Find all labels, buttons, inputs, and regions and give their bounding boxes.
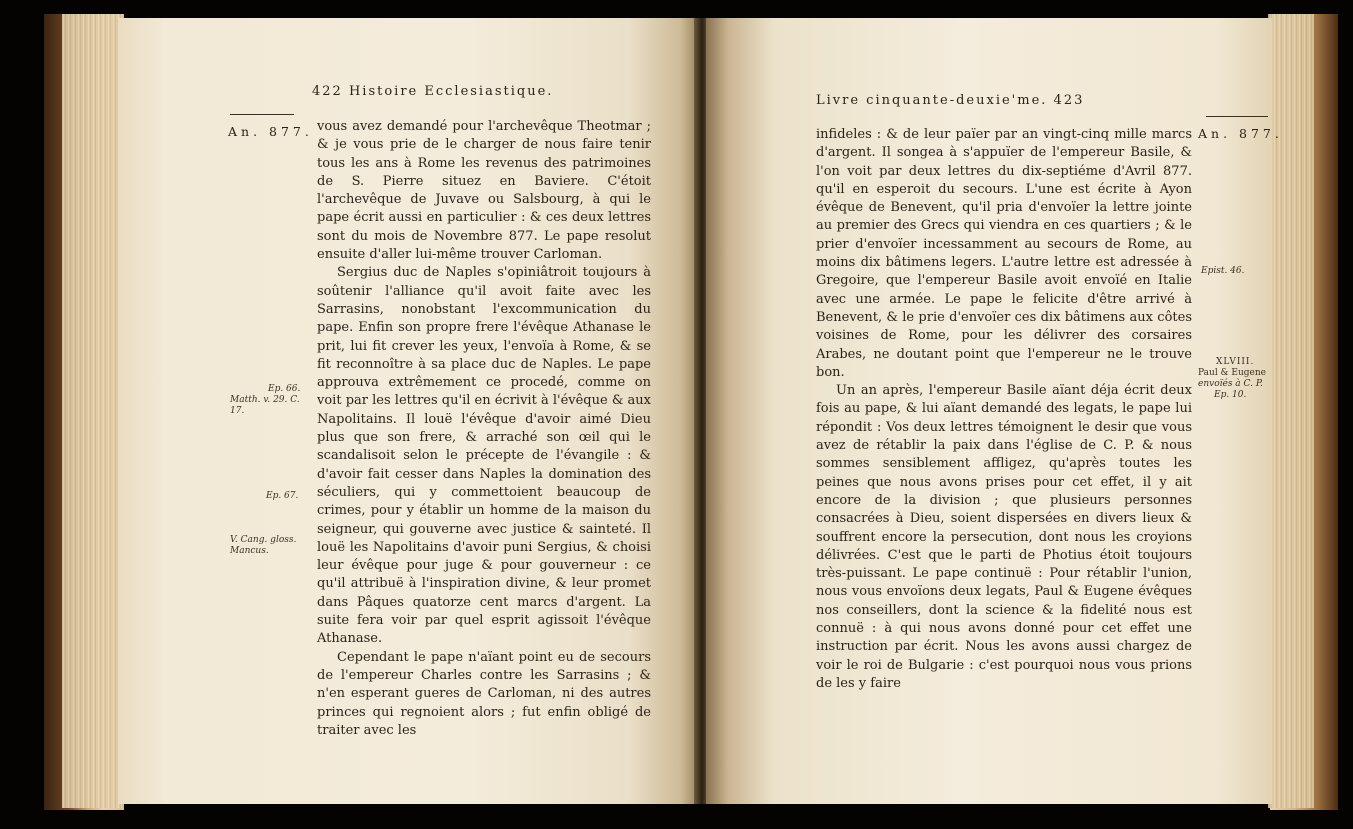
left-running-head: 422 Histoire Ecclesiastique. [312, 84, 554, 99]
right-running-head: Livre cinquante-deuxie'me. 423 [816, 93, 1085, 108]
right-margin-rule [1206, 116, 1268, 117]
margin-note: V. Cang. gloss. [230, 535, 297, 545]
margin-note: Ep. 67. [266, 491, 299, 501]
paragraph: infideles : & de leur païer par an vingt-cinq mille marcs d'argent. Il songea à s'appuïer de l'empereur Basile, & l'on voit par deux lettres du dix-septiéme d'Avril 877. qu'il en esperoit du secours. L'une est écrite à Ayon évêque de Benevent, qu'il pria d'envoïer la lettre jointe au premier des Grecs qui viendra en ces quartiers ; & le prier d'envoïer incessamment au secours de Rome, au moins dix bâtimens legers. L'autre lettre est adressée à Gregoire, que l'empereur Basile avoit envoïé en Italie avec une armée. Le pape le felicite d'être arrivé à Benevent, & le prie d'envoïer ces dix bâtimens aux côtes voisines de Rome, pour les délivrer des corsaires Arabes, ne doutant point que l'empereur ne le trouve bon. [816, 127, 1192, 380]
right-page [706, 18, 1283, 804]
page-edges-left [62, 14, 122, 808]
paragraph: vous avez demandé pour l'archevêque Theotmar ; & je vous prie de le charger de nous faire tenir tous les ans à Rome les revenus des patrimoines de S. Pierre situez en Baviere. C'étoit l'archevêque de Juvave ou Salsbourg, à qui le pape écrit aussi en particulier : & ces deux lettres sont du mois de Novembre 877. Le pape resolut ensuite d'aller lui-même trouver Carloman. [317, 119, 651, 263]
right-body-text [816, 126, 1192, 693]
left-margin-rule [230, 114, 294, 115]
left-body-text [317, 118, 651, 740]
paragraph: Un an après, l'empereur Basile aïant déja écrit deux fois au pape, & lui aïant demandé des legats, le pape lui répondit : Vos deux lettres témoignent le desir que vous avez de rétablir la paix dans l'église de C. P. & nous sommes sensiblement affligez, qu'après toutes les peines que nous avons prises pour cet effet, il y ait encore de la division ; que plusieurs personnes consacrées à Dieu, soient dispersées en divers lieux & souffrent encore la persecution, dont nous les croyions délivrées. C'est que le parti de Photius étoit toujours très-puissant. Le pape continuë : Pour rétablir l'union, nous vous envoïons deux legats, Paul & Eugene évêques nos conseillers, dont la science & la fidelité nous est connuë : à qui nous avons donné pour cet effet une instruction par écrit. Nous les avons aussi chargez de voir le roi de Bulgarie : c'est pourquoi nous vous prions de les y faire [816, 383, 1192, 691]
margin-note: envoïés à C. P. [1198, 379, 1263, 389]
left-page [118, 18, 698, 804]
left-year-marker: An. 877. [228, 124, 313, 139]
margin-note: Mancus. [230, 546, 269, 556]
margin-note: Ep. 66. [268, 384, 301, 394]
paragraph: Cependant le pape n'aïant point eu de secours de l'empereur Charles contre les Sarrasins ; & n'en esperant gueres de Carloman, ni des autres princes qui regnoient alors ; fut enfin obligé de traiter avec les [317, 649, 651, 738]
right-year-marker: An. 877. [1198, 126, 1283, 141]
margin-note: 17. [230, 406, 245, 416]
paragraph: Sergius duc de Naples s'opiniâtroit toujours à soûtenir l'alliance qu'il avoit faite avec les Sarrasins, nonobstant l'excommunication du pape. Enfin son propre frere l'évêque Athanase le prit, lui fit crever les yeux, l'envoïa à Rome, & se fit reconnoître à sa place duc de Naples. Le pape approuva extrêmement ce procedé, comme on voit par les lettres qu'il en écrivit à l'évêque & aux Napolitains. Il louë l'évêque d'avoir aimé Dieu plus que son frere, & arraché son œil qui le scandalisoit selon le précepte de l'évangile : & d'avoir fait cesser dans Naples la domination des séculiers, qui y commettoient beaucoup de crimes, pour y établir un homme de la maison du seigneur, qui gouverne avec justice & sainteté. Il louë les Napolitains d'avoir puni Sergius, & choisi leur évêque pour juge & pour gouverneur : ce qu'il attribuë à l'inspiration divine, & leur promet dans Pâques quatorze cent marcs d'argent. La suite fera voir par quel esprit agissoit l'évêque Athanase. [317, 265, 651, 647]
margin-note: Matth. v. 29. C. [230, 395, 300, 405]
margin-note: Paul & Eugene [1198, 368, 1267, 378]
margin-note: Epist. 46. [1201, 266, 1245, 276]
margin-note: XLVIII. [1216, 357, 1255, 367]
margin-note: Ep. 10. [1214, 390, 1247, 400]
